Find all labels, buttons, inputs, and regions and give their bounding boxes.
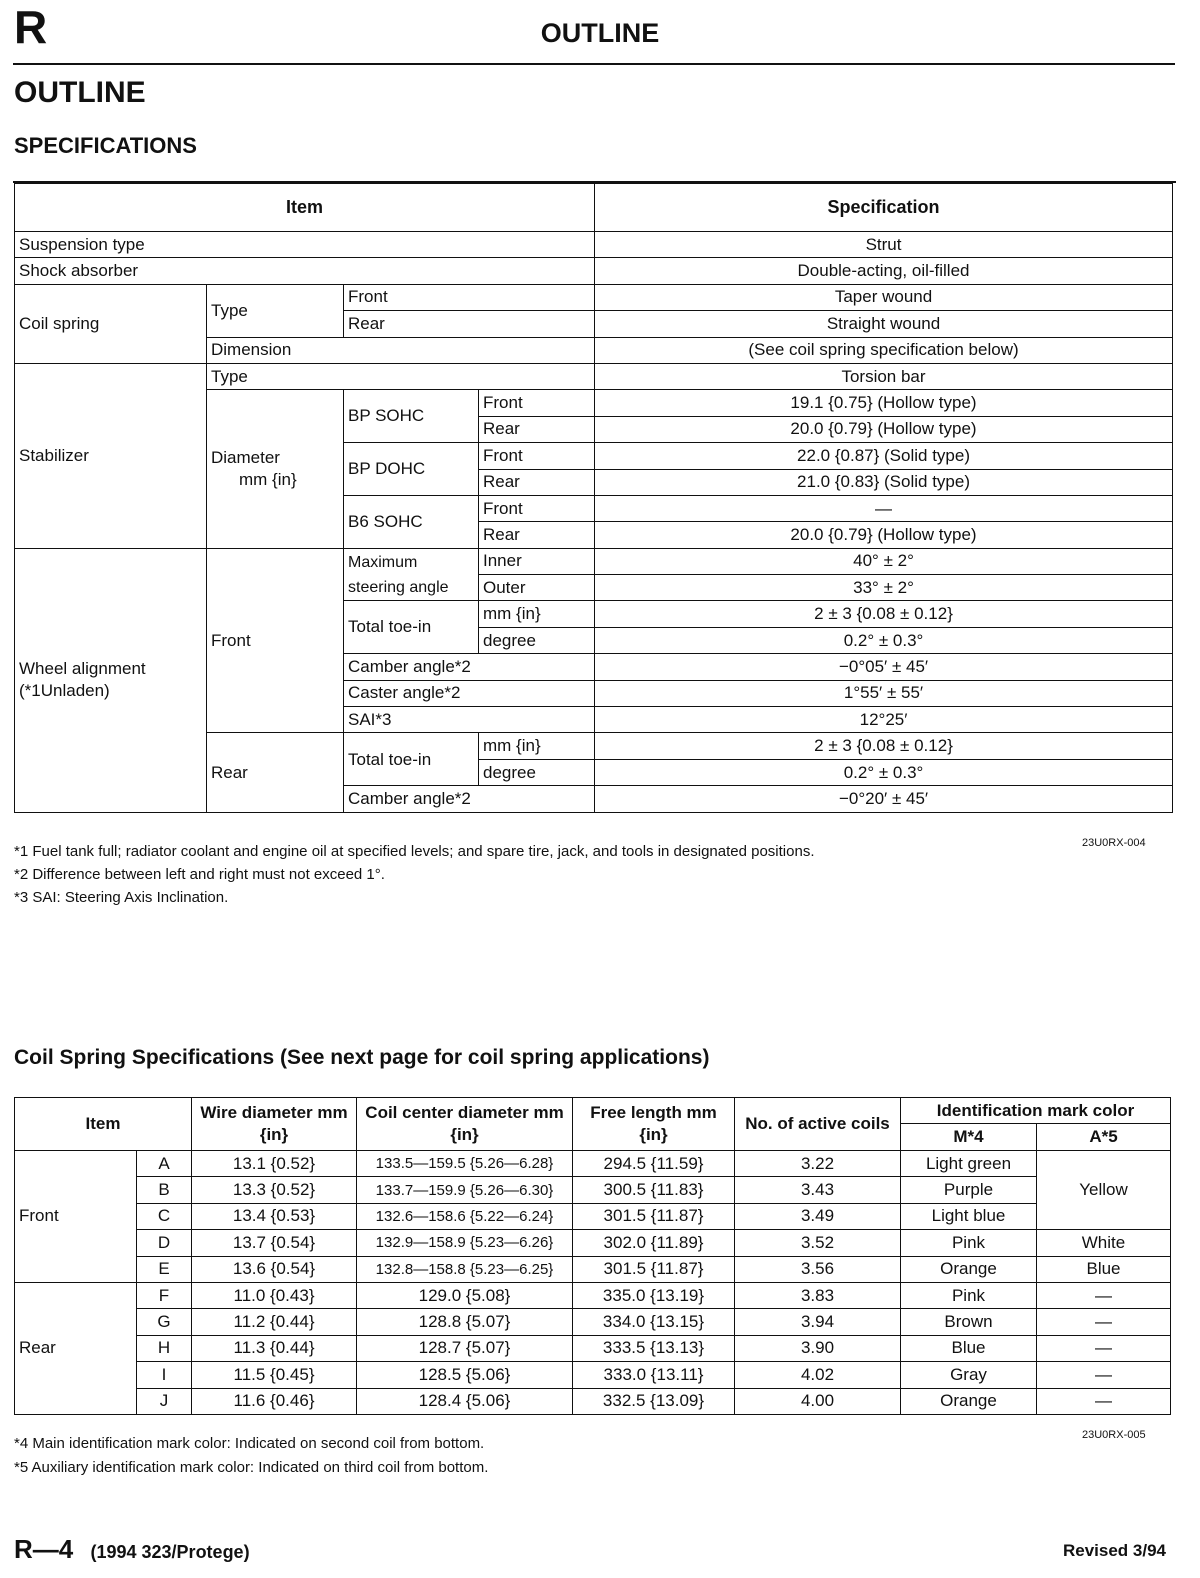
table-row [15,1203,1171,1229]
stab-front-value: 22.0 {0.87} (Solid type) [595,443,1173,469]
stab-front-label: Front [479,443,595,469]
coil-count: 3.94 [735,1309,901,1335]
coil-main-color: Pink [901,1230,1037,1256]
table-row [15,232,1173,258]
coil-id: H [137,1335,192,1361]
page-footer [14,1534,250,1565]
coil-spring-label: Coil spring [15,284,207,363]
footnote-3: *3 SAI: Steering Axis Inclination. [14,889,229,906]
rear-toe-degree-value: 0.2° ± 0.3° [595,759,1173,785]
rear-total-toe-in-label: Total toe-in [344,733,479,786]
figure-id: 23U0RX-005 [1082,1429,1146,1441]
coil-id: J [137,1388,192,1414]
coil-rear-group: Rear [15,1282,137,1414]
coil-aux-color: — [1037,1335,1171,1361]
coil-id: G [137,1309,192,1335]
coil-wire: 11.5 {0.45} [192,1362,357,1388]
coil-count: 3.49 [735,1203,901,1229]
coil-center: 132.6—158.6 {5.22—6.24} [357,1203,573,1229]
table-row [15,1177,1171,1203]
outer-label: Outer [479,575,595,601]
inner-label: Inner [479,548,595,574]
stab-front-label: Front [479,495,595,521]
coil-wire: 13.4 {0.53} [192,1203,357,1229]
table-row [15,258,1173,284]
alignment-rear-label: Rear [207,733,344,812]
coil-main-color: Light blue [901,1203,1037,1229]
coil-dimension-label: Dimension [207,337,595,363]
specifications-table [14,183,1173,813]
coil-length: 332.5 {13.09} [573,1388,735,1414]
caster-angle-label: Caster angle*2 [344,680,595,706]
coil-main-color: Gray [901,1362,1037,1388]
coil-header-main: M*4 [901,1124,1037,1151]
coil-main-color: Light green [901,1151,1037,1177]
coil-rear-label: Rear [344,311,595,337]
outer-value: 33° ± 2° [595,575,1173,601]
coil-center: 128.8 {5.07} [357,1309,573,1335]
front-camber-value: −0°05′ ± 45′ [595,654,1173,680]
page-title: OUTLINE [14,76,146,109]
coil-aux-color: — [1037,1282,1171,1308]
engine-label: BP DOHC [344,443,479,496]
coil-wire: 11.3 {0.44} [192,1335,357,1361]
engine-label: BP SOHC [344,390,479,443]
coil-length: 294.5 {11.59} [573,1151,735,1177]
stab-rear-value: 20.0 {0.79} (Hollow type) [595,416,1173,442]
coil-length: 333.5 {13.13} [573,1335,735,1361]
coil-count: 4.02 [735,1362,901,1388]
coil-id: D [137,1230,192,1256]
stab-rear-value: 20.0 {0.79} (Hollow type) [595,522,1173,548]
coil-id: F [137,1282,192,1308]
coil-aux-color: White [1037,1230,1171,1256]
engine-label: B6 SOHC [344,495,479,548]
coil-id: E [137,1256,192,1282]
table-row [15,284,1173,310]
coil-header-item: Item [15,1098,192,1151]
header-specification: Specification [595,184,1173,232]
coil-center: 132.8—158.8 {5.23—6.25} [357,1256,573,1282]
coil-length: 335.0 {13.19} [573,1282,735,1308]
rear-toe-mm-value: 2 ± 3 {0.08 ± 0.12} [595,733,1173,759]
coil-main-color: Purple [901,1177,1037,1203]
stab-rear-label: Rear [479,416,595,442]
coil-count: 3.90 [735,1335,901,1361]
wheel-alignment-text: Wheel alignment [19,659,146,679]
revision-label: Revised 3/94 [1062,1541,1166,1560]
footnote-1: *1 Fuel tank full; radiator coolant and engine oil at specified levels; and spare tire, jack, and tools in designated positions. [14,843,815,860]
coil-count: 3.43 [735,1177,901,1203]
coil-length: 300.5 {11.83} [573,1177,735,1203]
coil-center: 132.9—158.9 {5.23—6.26} [357,1230,573,1256]
coil-wire: 11.6 {0.46} [192,1388,357,1414]
table-row [15,1362,1171,1388]
coil-length: 334.0 {13.15} [573,1309,735,1335]
total-toe-in-label: Total toe-in [344,601,479,654]
shock-absorber-value: Double-acting, oil-filled [595,258,1173,284]
model-label: (1994 323/Protege) [90,1542,250,1562]
toe-degree-label: degree [479,627,595,653]
table-row [15,1335,1171,1361]
shock-absorber-label: Shock absorber [15,258,595,284]
coil-header-aux: A*5 [1037,1124,1171,1151]
coil-center: 128.5 {5.06} [357,1362,573,1388]
diameter-unit-text: mm {in} [239,470,297,490]
stab-front-value: 19.1 {0.75} (Hollow type) [595,390,1173,416]
wheel-alignment-label [15,548,207,812]
coil-count: 3.22 [735,1151,901,1177]
suspension-type-label: Suspension type [15,232,595,258]
coil-spring-title: Coil Spring Specifications (See next page for coil spring applications) [14,1046,710,1069]
table-row [15,363,1173,389]
camber-angle-label: Camber angle*2 [344,654,595,680]
coil-wire: 13.1 {0.52} [192,1151,357,1177]
header-item: Item [15,184,595,232]
sai-label: SAI*3 [344,707,595,733]
coil-rear-value: Straight wound [595,311,1173,337]
coil-main-color: Orange [901,1256,1037,1282]
coil-header-idmark: Identification mark color [901,1098,1171,1124]
coil-main-color: Pink [901,1282,1037,1308]
table-row [15,1151,1171,1177]
stabilizer-label: Stabilizer [15,363,207,548]
coil-main-color: Blue [901,1335,1037,1361]
suspension-type-value: Strut [595,232,1173,258]
table-row [15,1256,1171,1282]
stab-front-value: — [595,495,1173,521]
coil-id: B [137,1177,192,1203]
coil-id: A [137,1151,192,1177]
stabilizer-type-label: Type [207,363,595,389]
coil-center: 133.5—159.5 {5.26—6.28} [357,1151,573,1177]
coil-id: I [137,1362,192,1388]
coil-main-color: Brown [901,1309,1037,1335]
stab-rear-value: 21.0 {0.83} (Solid type) [595,469,1173,495]
sai-value: 12°25′ [595,707,1173,733]
footnote-5: *5 Auxiliary identification mark color: Indicated on third coil from bottom. [14,1459,489,1476]
diameter-label-text: Diameter [211,448,280,468]
caster-angle-value: 1°55′ ± 55′ [595,680,1173,706]
coil-count: 3.56 [735,1256,901,1282]
coil-front-label: Front [344,284,595,310]
coil-main-color: Orange [901,1388,1037,1414]
rear-toe-mm-label: mm {in} [479,733,595,759]
coil-length: 301.5 {11.87} [573,1203,735,1229]
toe-mm-label: mm {in} [479,601,595,627]
coil-aux-color-abc: Yellow [1037,1151,1171,1230]
running-title: OUTLINE [540,18,660,48]
coil-aux-color: — [1037,1309,1171,1335]
coil-count: 4.00 [735,1388,901,1414]
coil-length: 301.5 {11.87} [573,1256,735,1282]
front-toe-mm-value: 2 ± 3 {0.08 ± 0.12} [595,601,1173,627]
coil-front-value: Taper wound [595,284,1173,310]
coil-center: 129.0 {5.08} [357,1282,573,1308]
coil-count: 3.83 [735,1282,901,1308]
footnote-2: *2 Difference between left and right must not exceed 1°. [14,866,385,883]
page-number: R—4 [14,1534,74,1564]
section-subtitle: SPECIFICATIONS [14,133,197,158]
rear-camber-value: −0°20′ ± 45′ [595,786,1173,812]
coil-spring-table [14,1097,1171,1415]
stab-front-label: Front [479,390,595,416]
stab-rear-label: Rear [479,522,595,548]
footnote-4: *4 Main identification mark color: Indicated on second coil from bottom. [14,1435,485,1452]
header-divider [13,63,1175,65]
figure-id: 23U0RX-004 [1082,837,1146,849]
coil-aux-color: — [1037,1362,1171,1388]
table-row [15,1309,1171,1335]
coil-type-label: Type [207,284,344,337]
coil-wire: 11.0 {0.43} [192,1282,357,1308]
stab-rear-label: Rear [479,469,595,495]
coil-length: 302.0 {11.89} [573,1230,735,1256]
section-letter: R [14,1,48,53]
coil-header-center: Coil center diameter mm {in} [357,1098,573,1151]
coil-header-coils: No. of active coils [735,1098,901,1151]
rear-toe-degree-label: degree [479,759,595,785]
coil-wire: 11.2 {0.44} [192,1309,357,1335]
front-toe-degree-value: 0.2° ± 0.3° [595,627,1173,653]
coil-center: 133.7—159.9 {5.26—6.30} [357,1177,573,1203]
coil-header-length: Free length mm {in} [573,1098,735,1151]
coil-count: 3.52 [735,1230,901,1256]
alignment-front-label: Front [207,548,344,733]
coil-wire: 13.3 {0.52} [192,1177,357,1203]
coil-center: 128.4 {5.06} [357,1388,573,1414]
coil-wire: 13.6 {0.54} [192,1256,357,1282]
coil-aux-color: Blue [1037,1256,1171,1282]
coil-aux-color: — [1037,1388,1171,1414]
coil-wire: 13.7 {0.54} [192,1230,357,1256]
table-row [15,1282,1171,1308]
table-row [15,1388,1171,1414]
wheel-alignment-note: (*1Unladen) [19,681,110,701]
coil-header-wire: Wire diameter mm {in} [192,1098,357,1151]
stabilizer-type-value: Torsion bar [595,363,1173,389]
coil-length: 333.0 {13.11} [573,1362,735,1388]
rear-camber-label: Camber angle*2 [344,786,595,812]
coil-dimension-value: (See coil spring specification below) [595,337,1173,363]
coil-front-group: Front [15,1151,137,1283]
coil-center: 128.7 {5.07} [357,1335,573,1361]
max-steering-angle-label: Maximum steering angle [344,548,479,601]
table-row [15,548,1173,574]
stabilizer-diameter-label [207,390,344,548]
table-row [15,1230,1171,1256]
inner-value: 40° ± 2° [595,548,1173,574]
coil-id: C [137,1203,192,1229]
